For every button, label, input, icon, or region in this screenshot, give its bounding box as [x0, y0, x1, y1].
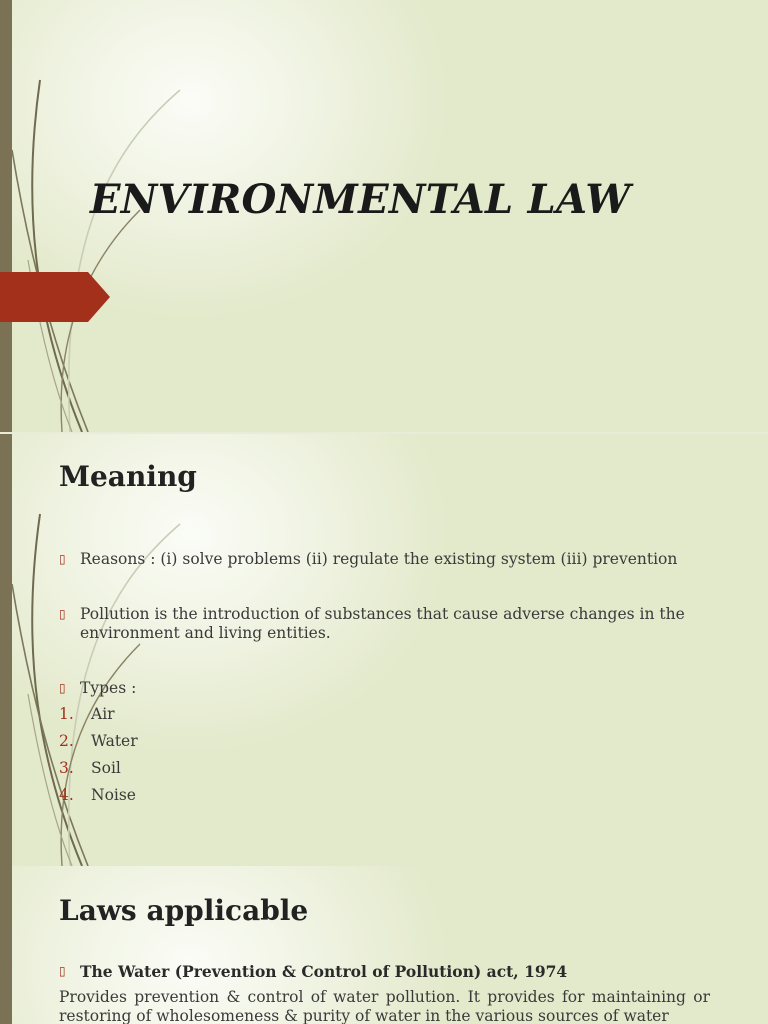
law-description: Provides prevention & control of water pollution. It provides for maintaining or restoring of wholesomeness & purity of water in the various sources of water [59, 988, 710, 1024]
square-bullet-icon: ▯ [59, 964, 66, 978]
bullet-item [59, 605, 719, 643]
bullet-text: Types : [80, 679, 137, 697]
bullet-text: Reasons : (i) solve problems (ii) regulate the existing system (iii) prevention [80, 550, 678, 568]
numbered-item [59, 786, 136, 804]
item-number: 4. [59, 786, 74, 804]
item-label: Soil [91, 759, 121, 777]
accent-tab [0, 272, 110, 322]
bullet-item [59, 962, 719, 981]
presentation-title: ENVIRONMENTAL LAW [90, 176, 631, 223]
meaning-slide [0, 434, 768, 866]
item-label: Water [91, 732, 138, 750]
title-slide [0, 0, 768, 432]
laws-slide [0, 866, 768, 1024]
numbered-item [59, 759, 121, 777]
item-number: 1. [59, 705, 74, 723]
square-bullet-icon: ▯ [59, 552, 66, 566]
square-bullet-icon: ▯ [59, 607, 66, 621]
bullet-item [59, 679, 719, 698]
item-label: Noise [91, 786, 136, 804]
item-label: Air [91, 705, 115, 723]
law-title: The Water (Prevention & Control of Pollution) act, 1974 [80, 962, 568, 981]
bullet-text: Pollution is the introduction of substances that cause adverse changes in the environment and living entities. [80, 605, 685, 642]
numbered-item [59, 705, 115, 723]
item-number: 2. [59, 732, 74, 750]
square-bullet-icon: ▯ [59, 681, 66, 695]
numbered-item [59, 732, 138, 750]
slide-heading: Laws applicable [59, 894, 309, 927]
bullet-item [59, 550, 719, 569]
item-number: 3. [59, 759, 74, 777]
slide-heading: Meaning [59, 460, 197, 493]
